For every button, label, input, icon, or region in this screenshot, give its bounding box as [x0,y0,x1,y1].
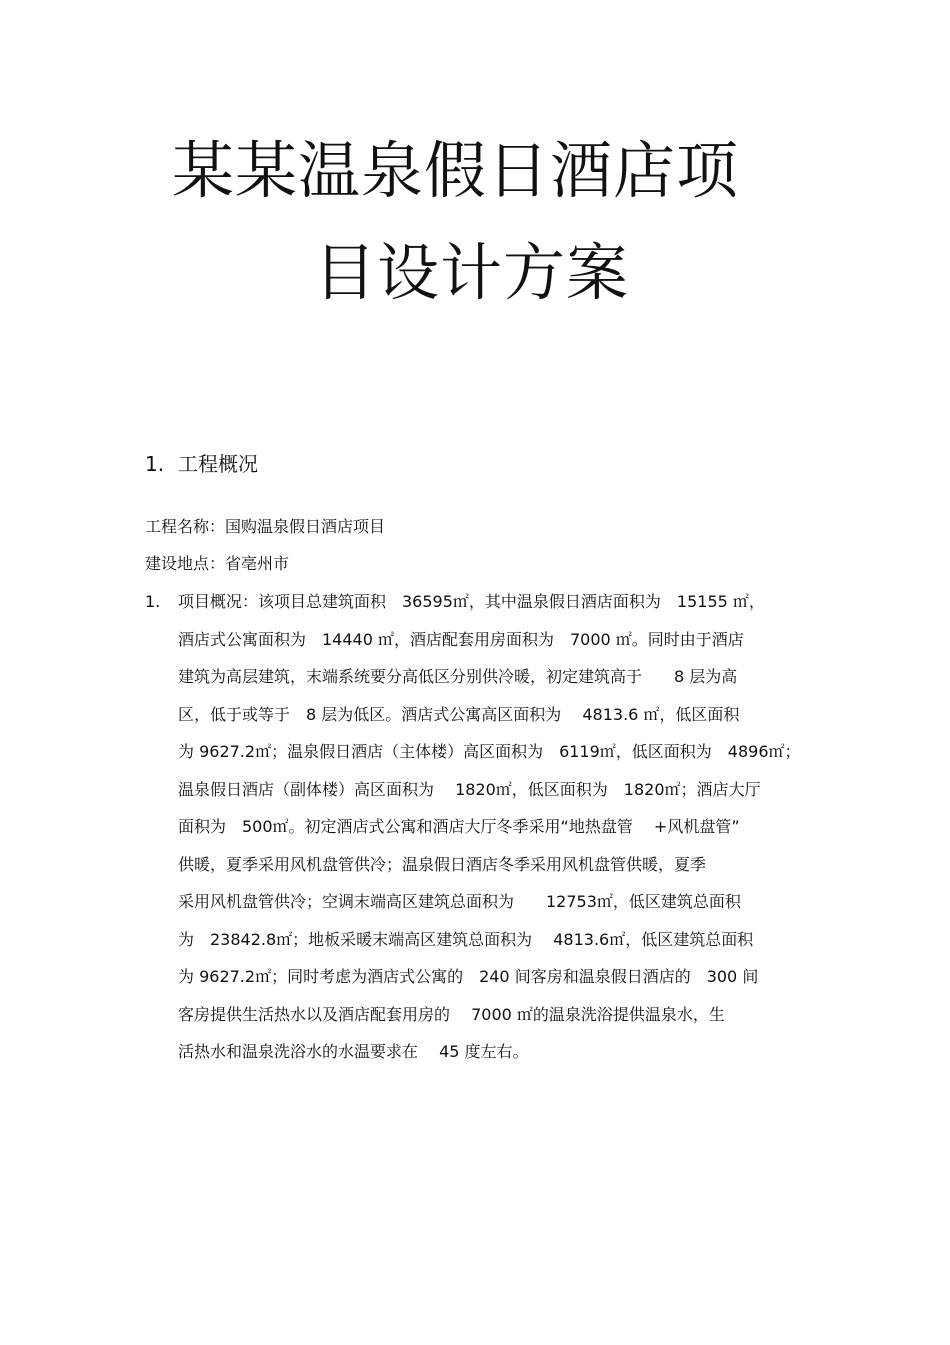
paragraph-line: 酒店式公寓面积为 14440 ㎡，酒店配套用房面积为 7000 ㎡。同时由于酒店 [178,629,744,649]
paragraph-line: 为 23842.8㎡；地板采暖末端高区建筑总面积为 4813.6㎡，低区建筑总面积 [178,929,754,949]
project-overview-paragraph [178,590,818,1078]
project-name-field: 工程名称：国购温泉假日酒店项目 [145,517,386,536]
section-title: 工程概况 [178,452,258,476]
paragraph-line: 面积为 500㎡。初定酒店式公寓和酒店大厅冬季采用“地热盘管 +风机盘管” [178,817,740,836]
section-heading [145,450,258,478]
paragraph-line: 区，低于或等于 8 层为低区。酒店式公寓高区面积为 4813.6 ㎡，低区面积 [178,704,740,724]
paragraph-line: 温泉假日酒店（副体楼）高区面积为 1820㎡，低区面积为 1820㎡；酒店大厅 [178,779,761,799]
paragraph-line: 供暖，夏季采用风机盘管供冷；温泉假日酒店冬季采用风机盘管供暖，夏季 [178,854,707,874]
list-item-number: 1. [145,592,161,611]
document-title-line-1: 某某温泉假日酒店项 [172,134,740,207]
project-location-field: 建设地点：省亳州市 [145,554,290,573]
paragraph-line: 采用风机盘管供冷；空调末端高区建筑总面积为 12753㎡，低区建筑总面积 [178,892,741,911]
paragraph-line: 项目概况：该项目总建筑面积 36595㎡，其中温泉假日酒店面积为 15155 ㎡， [178,592,765,611]
paragraph-line: 建筑为高层建筑，末端系统要分高低区分别供冷暖，初定建筑高于 8 层为高 [178,667,738,686]
paragraph-line: 为 9627.2㎡；同时考虑为酒店式公寓的 240 间客房和温泉假日酒店的 300 间 [178,967,759,986]
document-title-line-2: 目设计方案 [314,236,630,309]
paragraph-line: 为 9627.2㎡；温泉假日酒店（主体楼）高区面积为 6119㎡，低区面积为 4896㎡； [178,742,801,761]
paragraph-line: 客房提供生活热水以及酒店配套用房的 7000 ㎡的温泉洗浴提供温泉水，生 [178,1004,725,1024]
paragraph-line: 活热水和温泉洗浴水的水温要求在 45 度左右。 [178,1042,529,1061]
section-number: 1. [145,452,165,476]
